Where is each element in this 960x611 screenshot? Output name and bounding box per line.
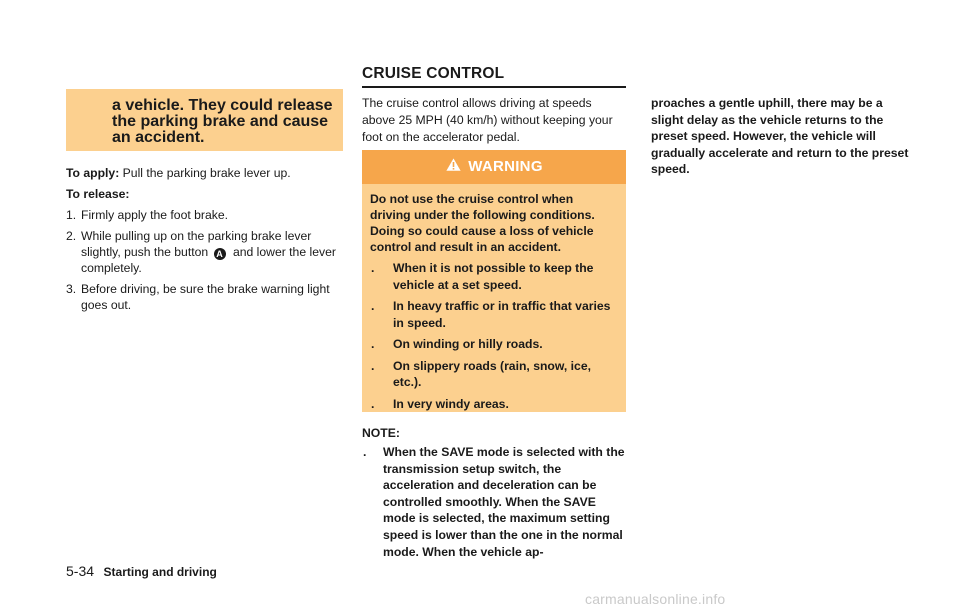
section-intro: The cruise control allows driving at speeds above 25 MPH (40 km/h) without keeping your foot on the accelerator pedal. [362,96,613,144]
step-number: 3. [66,282,77,296]
note-section [362,425,626,560]
section-title: CRUISE CONTROL [362,65,626,88]
step-number: 2. [66,229,77,243]
step-number: 1. [66,208,77,222]
note-text: When the SAVE mode is selected with the transmission setup switch, the acceleration and deceleration can be controlled smoothly. When the SAVE mode is selected, the maximum setting speed is lower than the one in the normal mode. When the vehicle ap- [383,445,625,559]
parking-brake-instructions [66,165,343,318]
list-item [370,260,616,293]
continuation-text: proaches a gentle uphill, there may be a slight delay as the vehicle returns to the preset speed. However, the vehicle will gradually accelerate and return to the preset speed. [651,96,909,177]
to-apply-text: Pull the parking brake lever up. [122,166,291,180]
warning-item-text: On winding or hilly roads. [393,337,543,351]
to-apply-paragraph [66,165,343,181]
note-label: NOTE: [362,426,400,440]
warning-list [370,260,616,412]
warning-item-text: In heavy traffic or in traffic that varies in speed. [393,299,611,330]
list-item [370,396,616,413]
step-text: and lower the lever completely. [81,245,336,275]
bullet-marker: . [371,299,375,313]
list-item [370,298,616,331]
warning-triangle-icon [445,157,462,177]
warning-heading: WARNING [468,157,543,175]
warning-header [362,150,626,184]
bullet-marker: . [371,261,375,275]
warning-box-continuation [66,89,343,151]
warning-item-text: In very windy areas. [393,396,509,411]
watermark: carmanualsonline.info [585,591,726,607]
warning-item-text: When it is not possible to keep the vehicle at a set speed. [393,261,594,292]
warning-intro: Do not use the cruise control when driving under the following conditions. Doing so could cause a loss of vehicle control and result in an accident. [370,192,595,254]
bullet-marker: . [363,445,367,459]
warning-body [362,184,626,412]
warning-continuation-text: a vehicle. They could release the parking brake and cause an accident. [112,97,333,146]
bullet-marker: . [371,396,375,411]
warning-item-text: On slippery roads (rain, snow, ice, etc.). [393,358,591,389]
to-apply-label: To apply: [66,166,120,180]
warning-box [362,150,626,412]
step-text: Before driving, be sure the brake warning light goes out. [81,282,330,312]
note-item [362,444,626,560]
step-text: While pulling up on the parking brake lever slightly, push the button [81,229,312,259]
footer-title: Starting and driving [103,565,217,579]
list-item [66,281,343,313]
list-item [370,358,616,391]
list-item [66,228,343,276]
list-item [66,207,343,223]
page-footer [66,563,217,579]
to-release-label: To release: [66,187,130,201]
callout-a-icon: A [214,248,226,260]
step-text: Firmly apply the foot brake. [81,208,228,222]
list-item [370,336,616,353]
release-steps-list [66,207,343,313]
bullet-marker: . [371,337,375,351]
page-number: 5-34 [66,563,95,579]
bullet-marker: . [371,358,375,373]
